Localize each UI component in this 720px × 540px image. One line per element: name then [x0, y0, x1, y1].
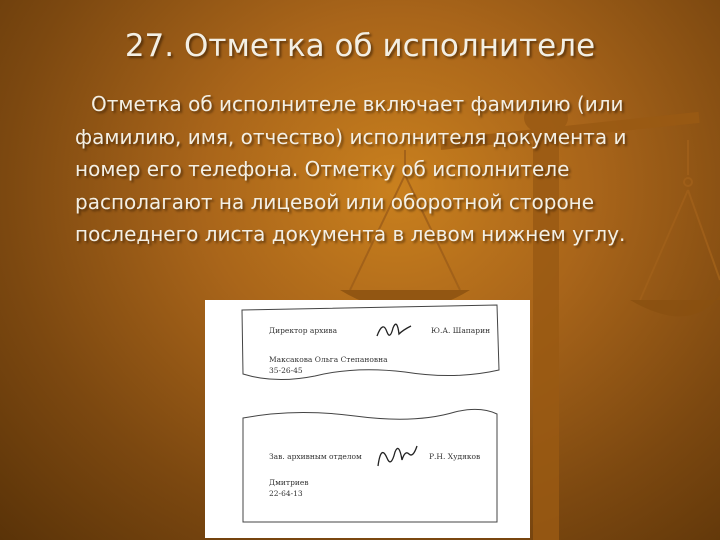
example-2-executor: Дмитриев [269, 478, 309, 487]
document-example-image [205, 300, 530, 538]
signature-2-icon [375, 440, 419, 472]
signature-1-icon [375, 318, 415, 342]
example-1-phone: 35-26-45 [269, 366, 303, 375]
example-2-position: Зав. архивным отделом [269, 452, 362, 461]
scan-frames [205, 300, 530, 538]
example-1-signer: Ю.А. Шапарин [431, 326, 491, 335]
example-2-signer: Р.Н. Худяков [429, 452, 481, 461]
example-2-phone: 22-64-13 [269, 489, 303, 498]
slide-title: 27. Отметка об исполнителе [124, 28, 596, 64]
example-1-executor: Максакова Ольга Степановна [269, 355, 388, 364]
slide-body-text: Отметка об исполнителе включает фамилию (или фамилию, имя, отчество) исполнителя документа и номер его телефона. Отметку об исполнителе располагают на лицевой или оборотной стороне последнего листа документа в левом нижнем углу. [75, 92, 627, 246]
example-1-position: Директор архива [269, 326, 338, 335]
